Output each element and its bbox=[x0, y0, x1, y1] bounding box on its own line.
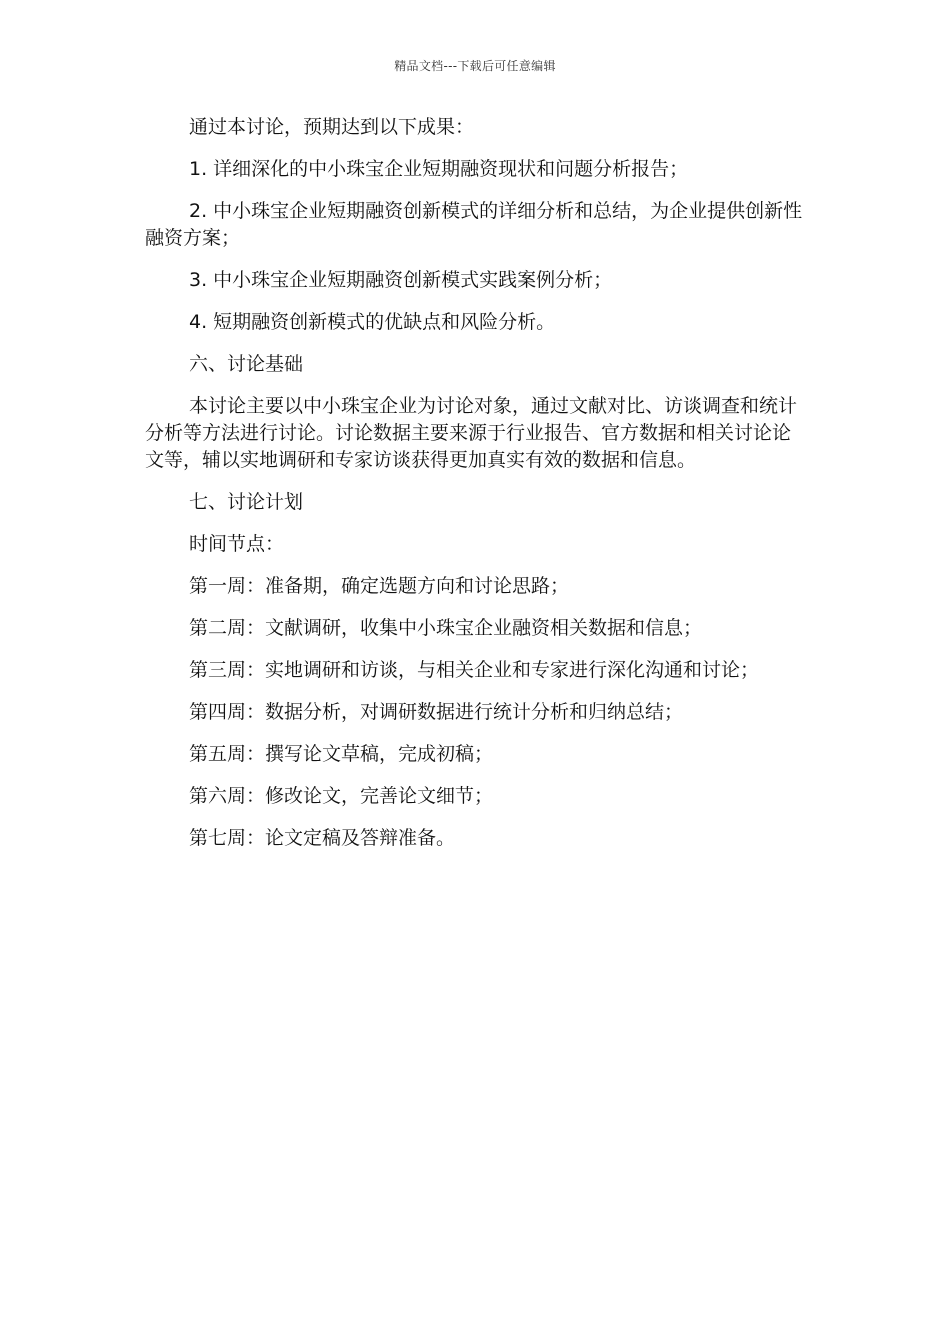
result-item-3: 3. 中小珠宝企业短期融资创新模式实践案例分析； bbox=[189, 269, 613, 291]
week-5-item: 第五周：撰写论文草稿，完成初稿； bbox=[189, 743, 494, 765]
page-header: 精品文档---下载后可任意编辑 bbox=[394, 59, 556, 73]
result-item-2: 2. 中小珠宝企业短期融资创新模式的详细分析和总结，为企业提供创新性融资方案； bbox=[145, 200, 803, 249]
week-3-item: 第三周：实地调研和访谈，与相关企业和专家进行深化沟通和讨论； bbox=[189, 659, 760, 681]
expected-results-intro: 通过本讨论，预期达到以下成果： bbox=[189, 116, 475, 138]
week-2-item: 第二周：文献调研，收集中小珠宝企业融资相关数据和信息； bbox=[189, 617, 703, 639]
week-6-item: 第六周：修改论文，完善论文细节； bbox=[189, 785, 494, 807]
timeline-label: 时间节点： bbox=[189, 533, 285, 555]
week-1-item: 第一周：准备期，确定选题方向和讨论思路； bbox=[189, 575, 570, 597]
result-item-1: 1. 详细深化的中小珠宝企业短期融资现状和问题分析报告； bbox=[189, 158, 689, 180]
basis-paragraph: 本讨论主要以中小珠宝企业为讨论对象，通过文献对比、访谈调查和统计分析等方法进行讨论。讨论数据主要来源于行业报告、官方数据和相关讨论论文等，辅以实地调研和专家访谈获得更加真实有效的数据和信息。 bbox=[145, 395, 798, 471]
result-item-4: 4. 短期融资创新模式的优缺点和风险分析。 bbox=[189, 311, 556, 333]
section-heading-basis: 六、讨论基础 bbox=[189, 353, 304, 375]
week-4-item: 第四周：数据分析，对调研数据进行统计分析和归纳总结； bbox=[189, 701, 684, 723]
section-heading-plan: 七、讨论计划 bbox=[189, 491, 304, 513]
week-7-item: 第七周：论文定稿及答辩准备。 bbox=[189, 827, 456, 849]
document-body bbox=[145, 114, 805, 867]
